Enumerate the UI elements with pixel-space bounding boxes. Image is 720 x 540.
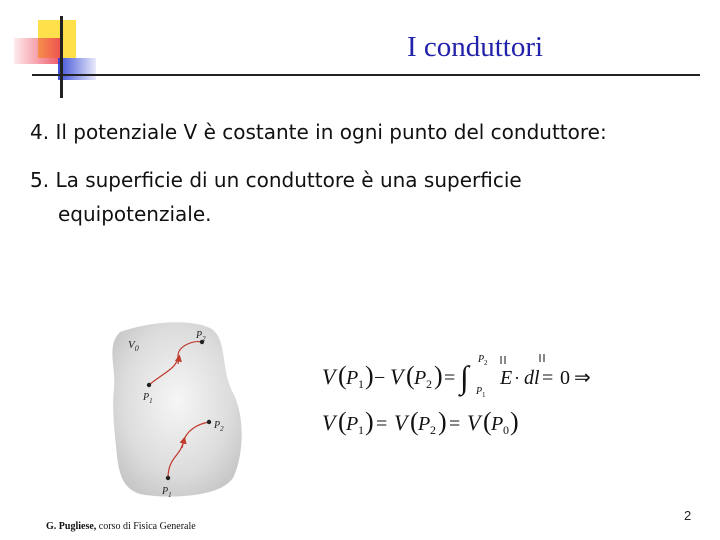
title-divider-line bbox=[32, 74, 700, 76]
svg-text:): ) bbox=[438, 407, 447, 436]
logo-blue-square bbox=[58, 58, 96, 80]
footer-credit bbox=[46, 521, 196, 532]
svg-text:V: V bbox=[322, 410, 336, 435]
svg-text:V: V bbox=[322, 364, 336, 389]
svg-text:1: 1 bbox=[482, 391, 486, 399]
svg-text:P: P bbox=[476, 386, 483, 397]
footer-author: G. Pugliese, bbox=[46, 521, 97, 532]
svg-text:2: 2 bbox=[430, 423, 436, 437]
svg-text:−: − bbox=[374, 367, 386, 389]
svg-text:V: V bbox=[394, 410, 408, 435]
potential-formula bbox=[318, 340, 618, 440]
bullet-5-line-2: equipotenziale. bbox=[58, 202, 212, 226]
svg-text:P2: $P_2$ bbox=[214, 420, 224, 433]
point-p2-lower bbox=[207, 420, 211, 424]
svg-text:⇒: ⇒ bbox=[574, 367, 591, 389]
svg-text:(: ( bbox=[338, 361, 347, 390]
svg-text:2: 2 bbox=[426, 377, 432, 391]
logo-vertical-line bbox=[60, 16, 63, 98]
svg-text:(: ( bbox=[410, 407, 419, 436]
page-number: 2 bbox=[684, 508, 692, 523]
svg-text:=: = bbox=[449, 413, 461, 435]
svg-text:∫: ∫ bbox=[460, 359, 469, 395]
point-p1-upper bbox=[147, 383, 151, 387]
svg-text:V: V bbox=[390, 364, 404, 389]
svg-text:V: V bbox=[467, 410, 481, 435]
bullet-4: 4. Il potenziale V è costante in ogni punto del conduttore: bbox=[30, 120, 607, 144]
svg-text:E: E bbox=[500, 367, 513, 389]
svg-text:0: 0 bbox=[560, 367, 570, 389]
svg-text:P1: $P_1$ bbox=[143, 392, 153, 405]
conductor-figure bbox=[28, 318, 298, 508]
svg-text:2: 2 bbox=[484, 359, 488, 367]
svg-text:1: 1 bbox=[358, 423, 364, 437]
slide-title: I conduttori bbox=[406, 31, 544, 63]
svg-text:=: = bbox=[444, 367, 456, 389]
logo-red-square bbox=[14, 38, 60, 64]
svg-text:): ) bbox=[510, 407, 519, 436]
svg-text:(: ( bbox=[406, 361, 415, 390]
svg-text:V0: $V_0$ bbox=[128, 339, 139, 353]
svg-text:0: 0 bbox=[503, 423, 509, 437]
point-p1-lower bbox=[166, 476, 170, 480]
svg-text:): ) bbox=[365, 361, 374, 390]
svg-text:): ) bbox=[434, 361, 443, 390]
svg-text:P: P bbox=[418, 413, 431, 435]
svg-text:P1: $P_1$ bbox=[162, 486, 172, 499]
svg-text:P: P bbox=[414, 367, 427, 389]
svg-text:=: = bbox=[376, 413, 388, 435]
svg-text:P: P bbox=[478, 354, 485, 365]
svg-text:dl: dl bbox=[524, 367, 540, 389]
svg-text:P: P bbox=[346, 367, 359, 389]
svg-text:P: P bbox=[346, 413, 359, 435]
svg-text:(: ( bbox=[483, 407, 492, 436]
svg-text:): ) bbox=[365, 407, 374, 436]
svg-text:=: = bbox=[542, 367, 554, 389]
footer-course: corso di Fisica Generale bbox=[96, 521, 196, 532]
svg-text:P2: $P_2$ bbox=[196, 330, 206, 343]
bullet-5-line-1: 5. La superficie di un conduttore è una superficie bbox=[30, 168, 522, 192]
svg-text:1: 1 bbox=[358, 377, 364, 391]
svg-text:·: · bbox=[514, 368, 520, 388]
svg-text:P: P bbox=[491, 413, 504, 435]
svg-text:(: ( bbox=[338, 407, 347, 436]
